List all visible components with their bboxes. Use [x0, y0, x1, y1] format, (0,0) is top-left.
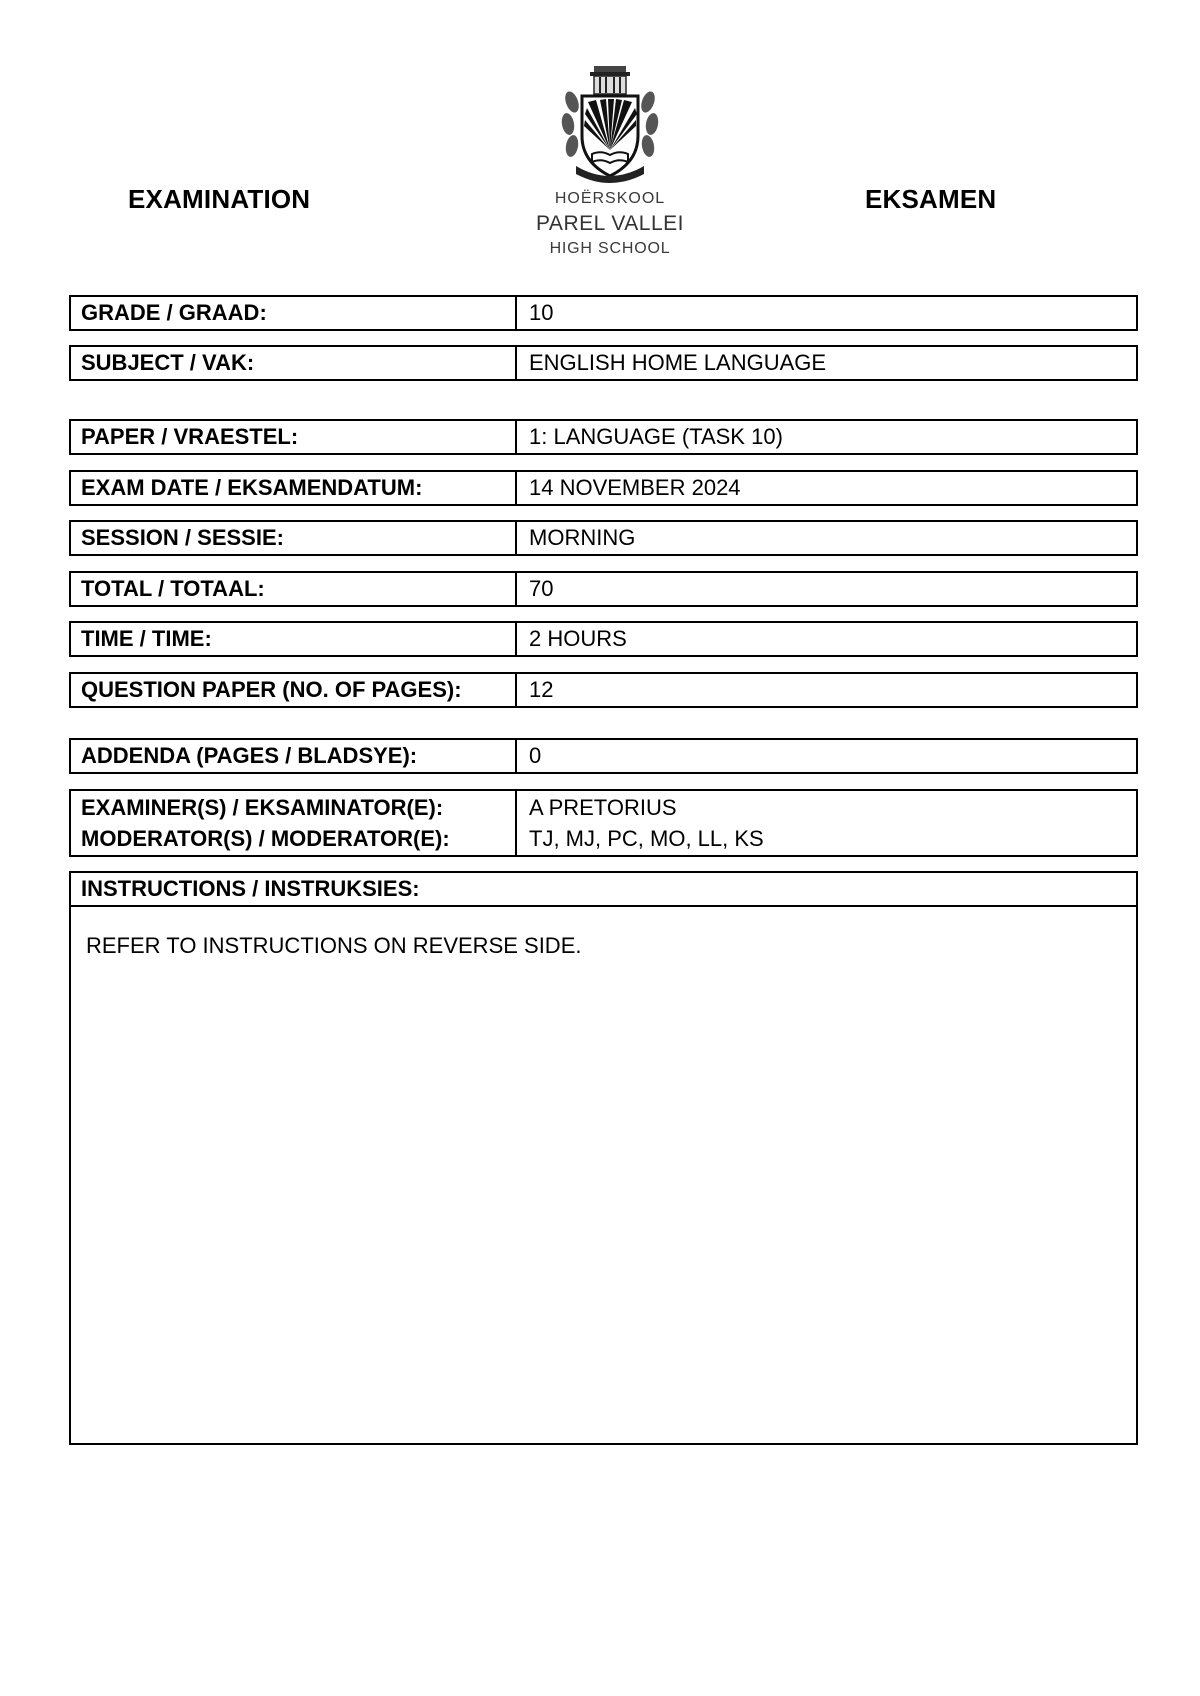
field-value: 12	[529, 677, 554, 702]
field-label: SUBJECT / VAK:	[71, 347, 517, 379]
field-label: EXAM DATE / EKSAMENDATUM:	[71, 472, 517, 504]
logo-text-high-school: HIGH SCHOOL	[549, 240, 671, 257]
field-value: MORNING	[529, 525, 636, 550]
field-value: 1: LANGUAGE (TASK 10)	[529, 424, 783, 449]
moderator-value: TJ, MJ, PC, MO, LL, KS	[529, 826, 764, 851]
eksamen-title: EKSAMEN	[865, 184, 997, 214]
examiner-value: A PRETORIUS	[529, 795, 677, 820]
field-label: SESSION / SESSIE:	[71, 522, 517, 554]
field-row-grade	[69, 295, 1138, 331]
field-row-subject	[69, 345, 1138, 381]
examiner-label: EXAMINER(S) / EKSAMINATOR(E):	[81, 795, 444, 820]
staff-labels	[71, 791, 517, 855]
field-row-question-paper-pages	[69, 672, 1138, 708]
field-value: 14 NOVEMBER 2024	[529, 475, 741, 500]
field-value: ENGLISH HOME LANGUAGE	[529, 350, 827, 375]
field-row-addenda	[69, 738, 1138, 774]
field-row-examiner-moderator	[69, 789, 1138, 857]
field-label: TIME / TIME:	[71, 623, 517, 655]
field-value: 10	[529, 300, 554, 325]
field-row-time	[69, 621, 1138, 657]
instructions-heading: INSTRUCTIONS / INSTRUKSIES:	[71, 873, 1136, 907]
field-row-total	[69, 571, 1138, 607]
staff-values	[517, 791, 1136, 855]
field-value: 0	[529, 743, 542, 768]
school-logo	[520, 62, 700, 272]
field-row-paper	[69, 419, 1138, 455]
school-crest-icon	[558, 62, 662, 184]
field-label: TOTAL / TOTAAL:	[71, 573, 517, 605]
field-row-session	[69, 520, 1138, 556]
instructions-box	[69, 871, 1138, 1445]
field-row-exam-date	[69, 470, 1138, 506]
field-label: ADDENDA (PAGES / BLADSYE):	[71, 740, 517, 772]
logo-text-school-name: PAREL VALLEI	[535, 212, 685, 235]
moderator-label: MODERATOR(S) / MODERATOR(E):	[81, 826, 450, 851]
logo-text-hoerskool: HOËRSKOOL	[554, 190, 666, 207]
field-value: 70	[529, 576, 554, 601]
field-label: GRADE / GRAAD:	[71, 297, 517, 329]
field-value: 2 HOURS	[529, 626, 627, 651]
field-label: QUESTION PAPER (NO. OF PAGES):	[71, 674, 517, 706]
instructions-text: REFER TO INSTRUCTIONS ON REVERSE SIDE.	[86, 933, 582, 958]
examination-title: EXAMINATION	[128, 184, 311, 214]
field-label: PAPER / VRAESTEL:	[71, 421, 517, 453]
